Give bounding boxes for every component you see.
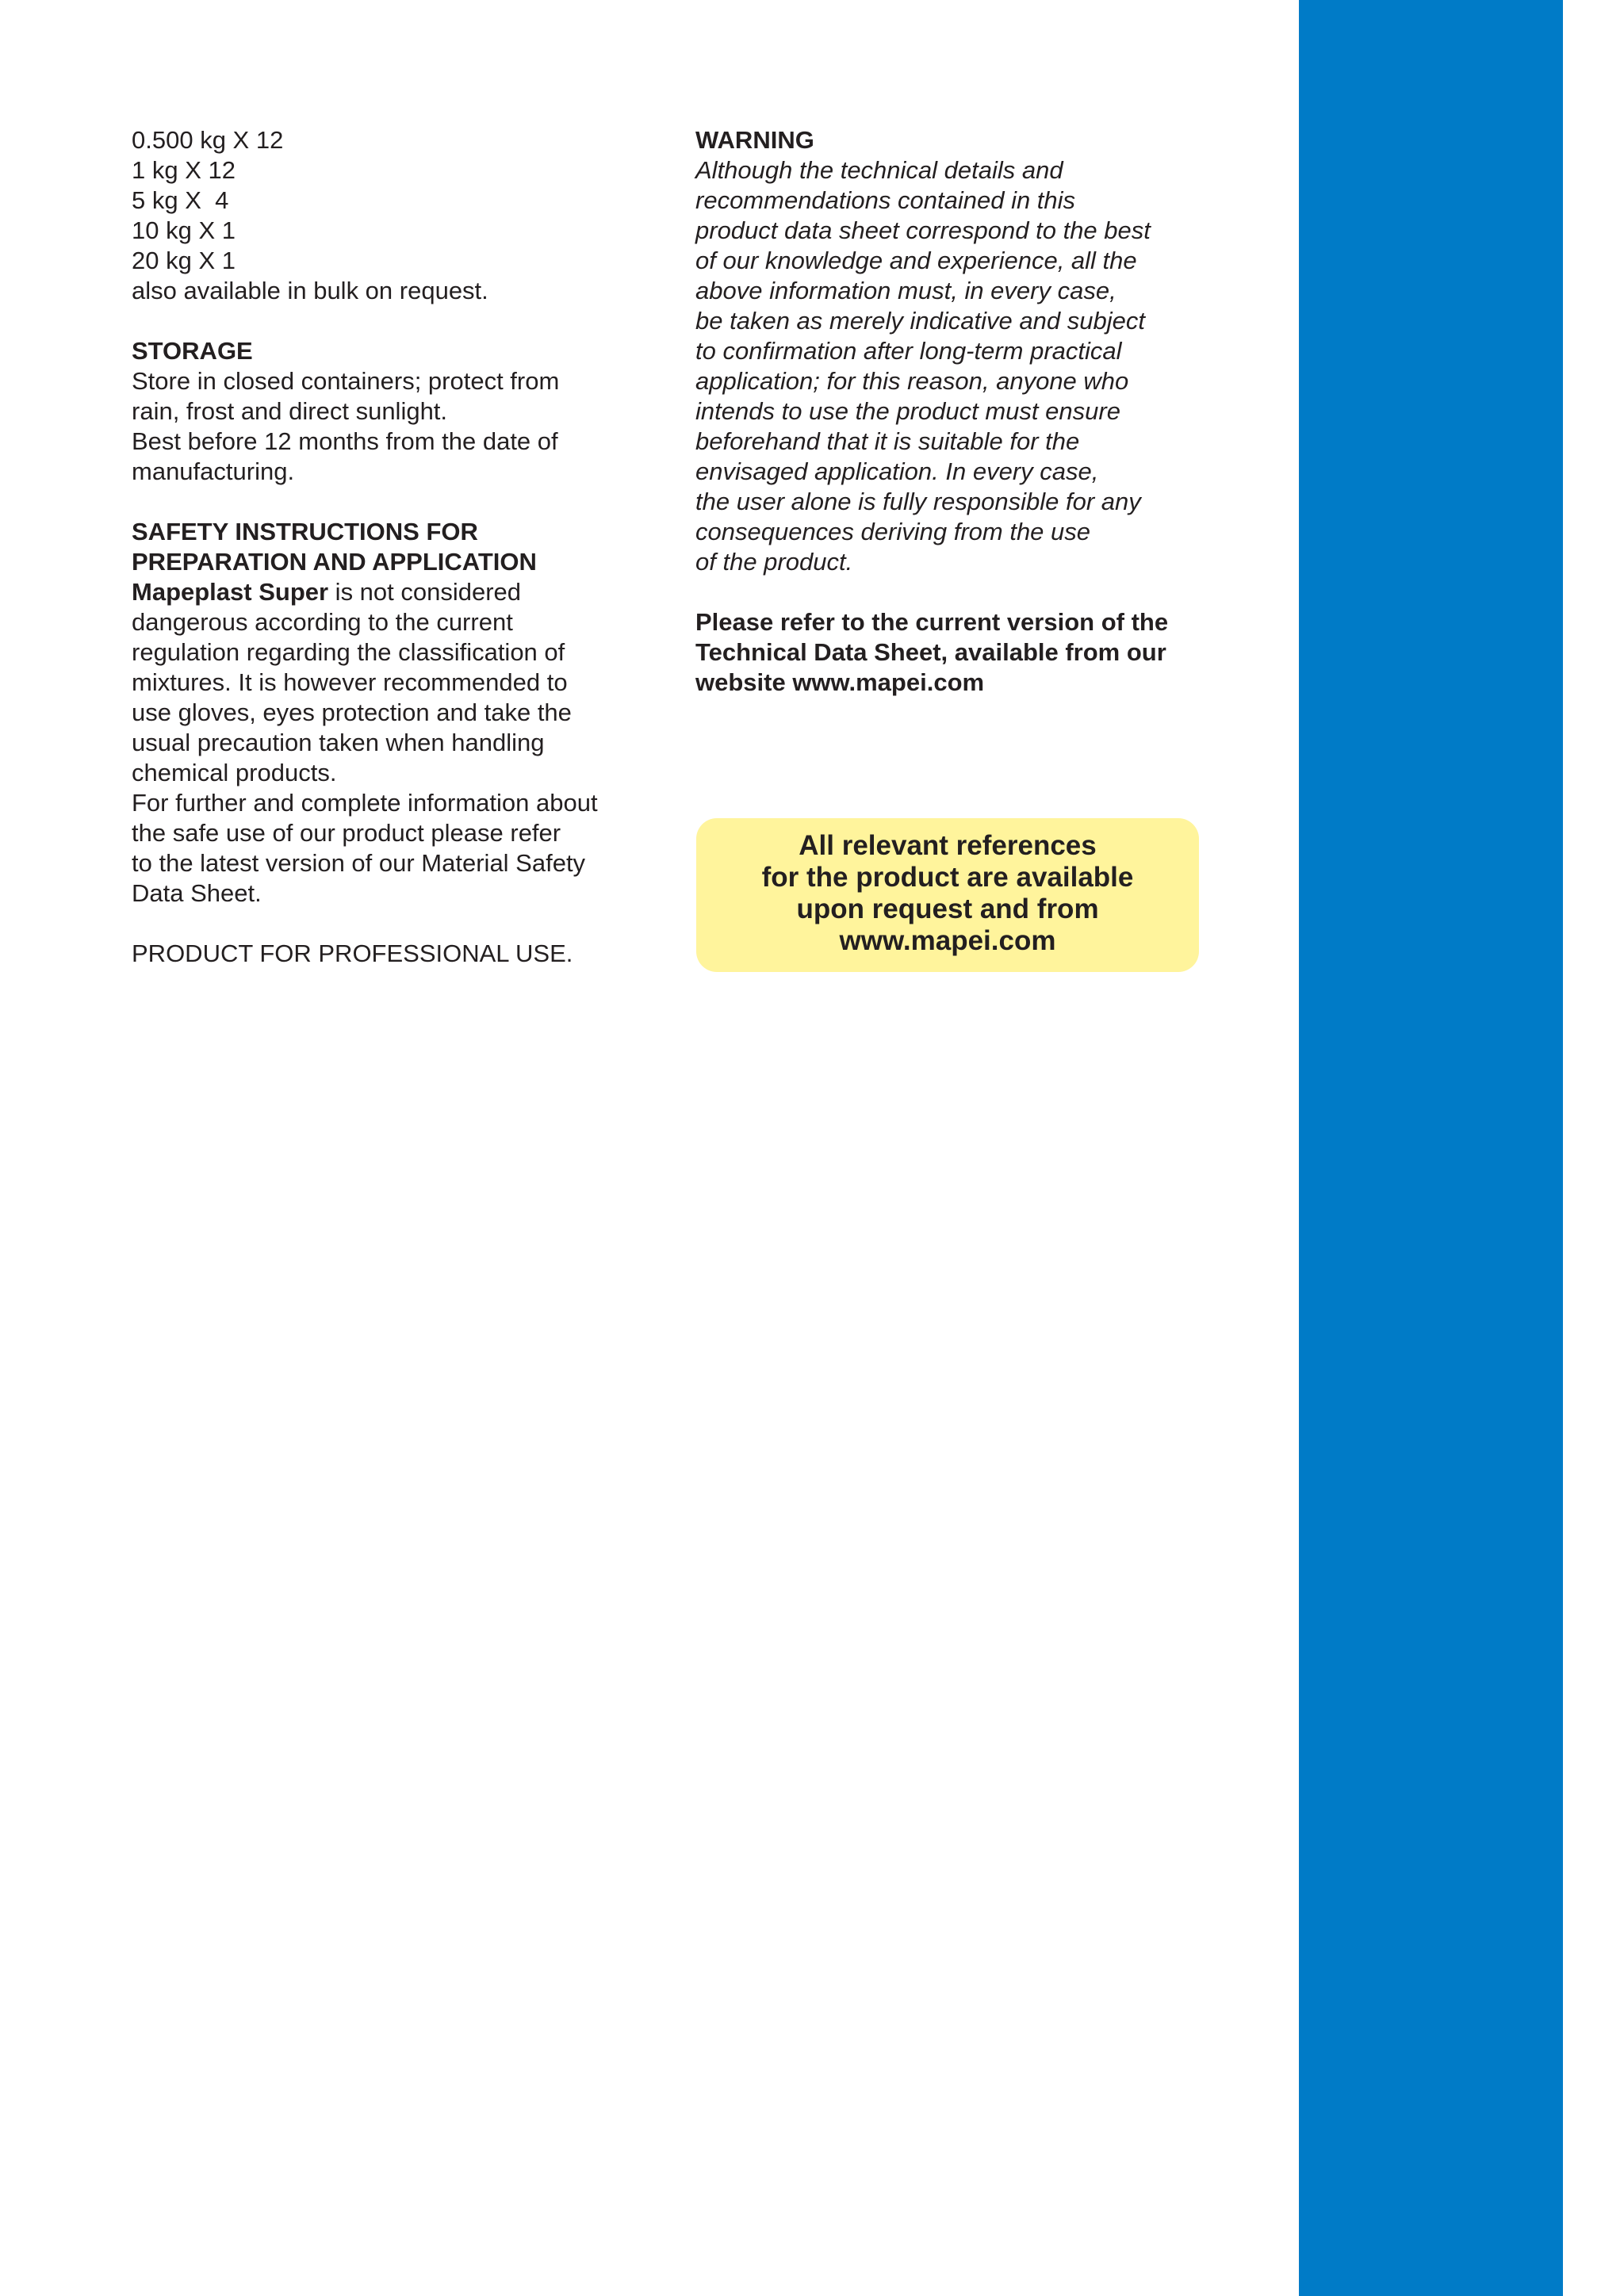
packaging-section xyxy=(132,125,647,306)
spacer xyxy=(132,487,647,517)
warning-line: be taken as merely indicative and subject xyxy=(695,307,1145,335)
safety-line: mixtures. It is however recommended to xyxy=(132,668,568,696)
references-box xyxy=(696,818,1199,972)
tds-note xyxy=(695,607,1219,698)
tds-note-line: Technical Data Sheet, available from our xyxy=(695,638,1166,666)
tds-note-line: Please refer to the current version of the xyxy=(695,608,1169,636)
spacer xyxy=(132,909,647,939)
storage-section xyxy=(132,336,647,487)
warning-section xyxy=(695,125,1219,577)
warning-line: above information must, in every case, xyxy=(695,277,1116,304)
tds-note-line: website www.mapei.com xyxy=(695,668,985,696)
safety-heading: PREPARATION AND APPLICATION xyxy=(132,548,537,576)
packaging-line: also available in bulk on request. xyxy=(132,277,488,304)
packaging-line: 20 kg X 1 xyxy=(132,247,236,274)
safety-line: dangerous according to the current xyxy=(132,608,513,636)
storage-line: Best before 12 months from the date of xyxy=(132,427,558,455)
warning-line: envisaged application. In every case, xyxy=(695,457,1099,485)
references-line: upon request and from xyxy=(796,894,1099,924)
safety-line: For further and complete information about xyxy=(132,789,598,817)
right-column xyxy=(695,125,1219,698)
references-line: www.mapei.com xyxy=(839,925,1056,956)
safety-line: use gloves, eyes protection and take the xyxy=(132,698,572,726)
warning-body xyxy=(695,155,1219,577)
product-name: Mapeplast Super xyxy=(132,578,329,606)
warning-line: of our knowledge and experience, all the xyxy=(695,247,1137,274)
safety-first-line xyxy=(132,577,647,607)
warning-line: consequences deriving from the use xyxy=(695,518,1091,545)
references-line: for the product are available xyxy=(761,862,1134,893)
warning-heading: WARNING xyxy=(695,126,814,154)
warning-line: of the product. xyxy=(695,548,853,576)
safety-line: regulation regarding the classification of xyxy=(132,638,565,666)
packaging-line: 0.500 kg X 12 xyxy=(132,126,284,154)
packaging-line: 10 kg X 1 xyxy=(132,216,236,244)
safety-section xyxy=(132,517,647,909)
storage-line: manufacturing. xyxy=(132,457,295,485)
safety-line: to the latest version of our Material Safety xyxy=(132,849,586,877)
warning-line: Although the technical details and xyxy=(695,156,1063,184)
safety-heading: SAFETY INSTRUCTIONS FOR xyxy=(132,518,478,545)
warning-line: to confirmation after long-term practical xyxy=(695,337,1122,365)
packaging-line: 1 kg X 12 xyxy=(132,156,236,184)
safety-line: Data Sheet. xyxy=(132,879,262,907)
professional-use-note: PRODUCT FOR PROFESSIONAL USE. xyxy=(132,939,573,967)
safety-line: usual precaution taken when handling xyxy=(132,729,545,756)
spacer xyxy=(695,577,1219,607)
packaging-line: 5 kg X 4 xyxy=(132,186,229,214)
warning-line: product data sheet correspond to the best xyxy=(695,216,1151,244)
blue-side-bar xyxy=(1299,0,1563,2296)
left-column xyxy=(132,125,647,969)
warning-line: the user alone is fully responsible for any xyxy=(695,488,1141,515)
storage-line: rain, frost and direct sunlight. xyxy=(132,397,448,425)
references-line: All relevant references xyxy=(799,830,1097,861)
safety-first-line-rest: is not considered xyxy=(328,578,522,606)
spacer xyxy=(132,306,647,336)
warning-line: beforehand that it is suitable for the xyxy=(695,427,1080,455)
safety-line: chemical products. xyxy=(132,759,337,786)
safety-line: the safe use of our product please refer xyxy=(132,819,561,847)
warning-line: intends to use the product must ensure xyxy=(695,397,1120,425)
storage-line: Store in closed containers; protect from xyxy=(132,367,560,395)
warning-line: recommendations contained in this xyxy=(695,186,1076,214)
storage-heading: STORAGE xyxy=(132,337,253,365)
warning-line: application; for this reason, anyone who xyxy=(695,367,1129,395)
